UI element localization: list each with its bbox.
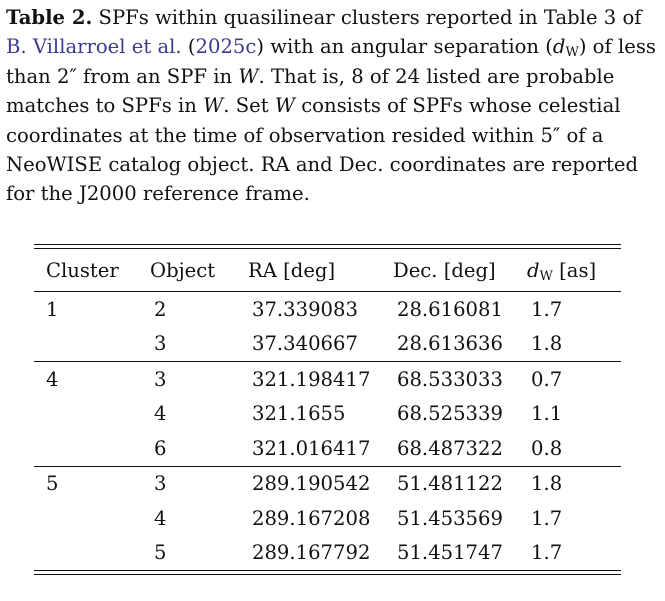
citation-author-link[interactable]: B. Villarroel et al. (6, 35, 182, 59)
cell-dw: 1.8 (531, 332, 563, 356)
cell-ra: 321.198417 (252, 367, 371, 391)
cell-object: 4 (154, 402, 167, 426)
cell-cluster: 1 (46, 297, 59, 321)
cell-object: 3 (154, 332, 167, 356)
cell-object: 6 (154, 436, 167, 460)
cell-dw: 1.7 (531, 297, 563, 321)
cell-dec: 68.533033 (397, 367, 503, 391)
caption-text-5: . That is, 8 of 24 listed are probable matches to SPFs in (6, 64, 615, 118)
citation-year-link[interactable]: 2025c (195, 35, 257, 59)
set-w-symbol: W (203, 94, 224, 118)
cell-ra: 321.016417 (252, 436, 371, 460)
cell-dw: 1.7 (531, 506, 563, 530)
table-caption (6, 3, 659, 209)
dw-symbol: d (527, 258, 540, 282)
cluster-group (34, 467, 621, 571)
cell-cluster (34, 431, 150, 466)
cell-object: 3 (154, 367, 167, 391)
table-row (34, 397, 621, 432)
set-w-symbol: W (238, 64, 259, 88)
cell-cluster (34, 536, 150, 571)
cell-dec: 51.481122 (397, 472, 503, 496)
cell-dw: 0.8 (531, 436, 563, 460)
dw-subscript: W (539, 268, 553, 284)
cell-object: 5 (154, 541, 167, 565)
cell-object: 3 (154, 472, 167, 496)
caption-text-4: ) of less than 2″ from an SPF in (6, 35, 656, 88)
dw-symbol: d (552, 35, 566, 59)
cell-object: 2 (154, 297, 167, 321)
table-row (34, 327, 621, 362)
cell-ra: 37.339083 (252, 297, 358, 321)
data-table (34, 244, 621, 575)
cell-cluster (34, 327, 150, 362)
cell-ra: 321.1655 (252, 402, 346, 426)
table-row (34, 467, 621, 502)
caption-text-1: SPFs within quasilinear clusters reported in Table 3 of (92, 6, 642, 29)
cell-dec: 28.616081 (397, 297, 503, 321)
cell-dec: 51.451747 (397, 541, 503, 565)
table-row (34, 501, 621, 536)
caption-text-7: consists of SPFs whose celestial coordinates at the time of observation resided within 5″ of a NeoWISE catalog object. RA and Dec. coordinates are reported for the J2000 reference frame. (6, 94, 639, 206)
cell-object: 4 (154, 506, 167, 530)
cell-ra: 289.167208 (252, 506, 371, 530)
cluster-group (34, 362, 621, 466)
header-row (34, 249, 621, 291)
cell-cluster (34, 397, 150, 432)
cell-dec: 68.525339 (397, 402, 503, 426)
header-cluster: Cluster (46, 258, 119, 282)
cell-dw: 1.1 (531, 402, 563, 426)
cell-dec: 51.453569 (397, 506, 503, 530)
dw-subscript: W (565, 45, 579, 61)
caption-label: Table 2. (6, 6, 93, 29)
table-row (34, 362, 621, 397)
table-row (34, 292, 621, 327)
cell-dec: 28.613636 (397, 332, 503, 356)
cell-cluster: 5 (46, 472, 59, 496)
cell-dec: 68.487322 (397, 436, 503, 460)
header-object: Object (150, 258, 216, 282)
header-dec: Dec. [deg] (393, 258, 496, 282)
header-ra: RA [deg] (248, 258, 336, 282)
cell-ra: 37.340667 (252, 332, 358, 356)
table-row (34, 536, 621, 571)
cell-dw: 1.7 (531, 541, 563, 565)
cell-cluster (34, 501, 150, 536)
header-dw (527, 249, 621, 291)
table-row (34, 431, 621, 466)
cell-ra: 289.167792 (252, 541, 371, 565)
cell-ra: 289.190542 (252, 472, 371, 496)
cell-dw: 1.8 (531, 472, 563, 496)
cell-cluster: 4 (46, 367, 59, 391)
bottom-rule (34, 570, 621, 575)
caption-text-3: ) with an angular separation ( (256, 35, 553, 59)
cell-dw: 0.7 (531, 367, 563, 391)
set-w-symbol: W (274, 94, 295, 118)
caption-text-2: ( (181, 35, 196, 59)
dw-unit: [as] (552, 258, 597, 282)
cluster-group (34, 292, 621, 361)
caption-text-6: . Set (223, 94, 275, 118)
